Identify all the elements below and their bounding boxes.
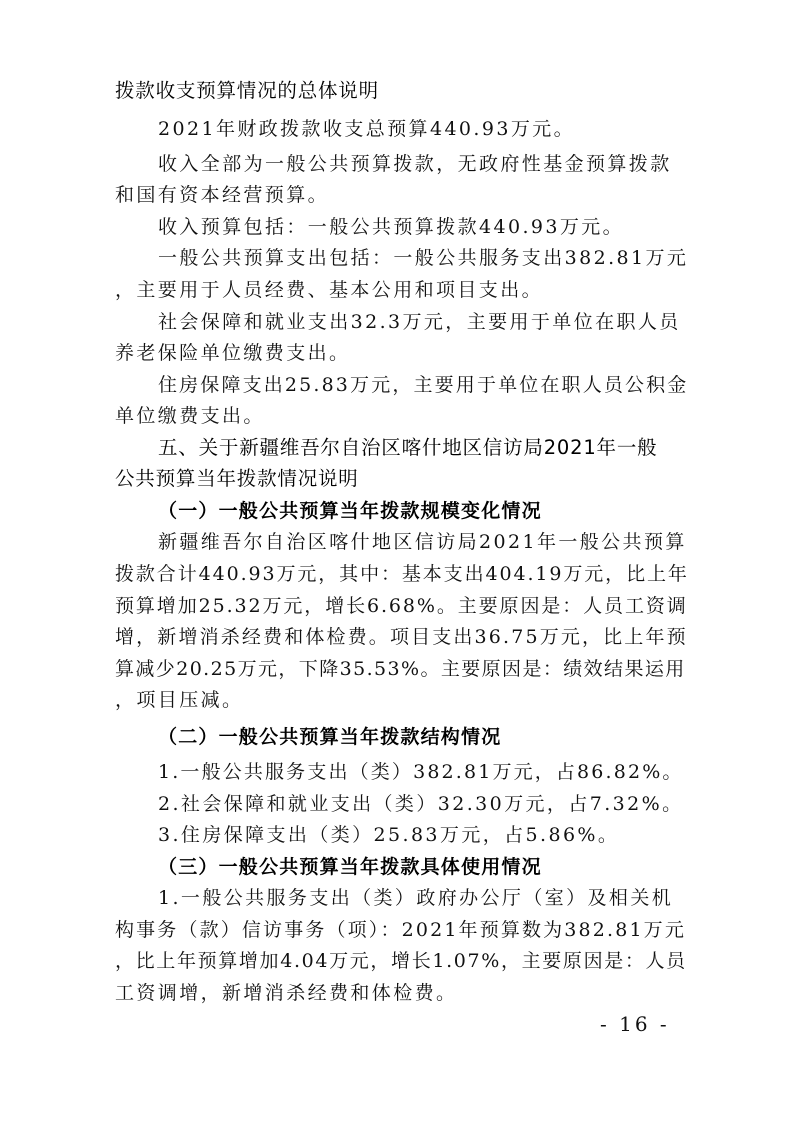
subsection-heading: （三）一般公共预算当年拨款具体使用情况: [158, 856, 542, 878]
paragraph-line: 新疆维吾尔自治区喀什地区信访局2021年一般公共预算: [158, 531, 687, 553]
paragraph-line: ，比上年预算增加4.04万元，增长1.07%，主要原因是：人员: [115, 950, 687, 972]
subsection-heading: （一）一般公共预算当年拨款规模变化情况: [158, 500, 542, 522]
paragraph-line: 养老保险单位缴费支出。: [115, 342, 351, 364]
list-item: 1.一般公共服务支出（类）382.81万元，占86.82%。: [158, 761, 684, 783]
paragraph-line: 算减少20.25万元，下降35.53%。主要原因是：绩效结果运用: [115, 658, 686, 680]
paragraph-line: 和国有资本经营预算。: [115, 184, 330, 206]
paragraph-line: 收入预算包括：一般公共预算拨款440.93万元。: [158, 216, 625, 238]
paragraph-line: 拨款合计440.93万元，其中：基本支出404.19万元，比上年: [115, 563, 689, 585]
paragraph-line: ，项目压减。: [115, 689, 244, 711]
section-heading-continuation: 拨款收支预算情况的总体说明: [115, 79, 379, 102]
section-heading: 五、关于新疆维吾尔自治区喀什地区信访局2021年一般: [158, 436, 658, 459]
paragraph-line: 增，新增消杀经费和体检费。项目支出36.75万元，比上年预: [115, 626, 688, 648]
list-item: 3.住房保障支出（类）25.83万元，占5.86%。: [158, 824, 620, 846]
list-item: 2.社会保障和就业支出（类）32.30万元，占7.32%。: [158, 793, 684, 815]
paragraph-line: 2021年财政拨款收支总预算440.93万元。: [158, 118, 576, 140]
subsection-heading: （二）一般公共预算当年拨款结构情况: [158, 726, 502, 748]
paragraph-line: 住房保障支出25.83万元，主要用于单位在职人员公积金: [158, 374, 689, 396]
paragraph-line: 收入全部为一般公共预算拨款，无政府性基金预算拨款: [158, 153, 672, 175]
paragraph-line: 社会保障和就业支出32.3万元，主要用于单位在职人员: [158, 311, 681, 333]
section-heading: 公共预算当年拨款情况说明: [115, 467, 359, 490]
paragraph-line: 构事务（款）信访事务（项）：2021年预算数为382.81万元: [115, 919, 686, 941]
paragraph-line: ，主要用于人员经费、基本公用和项目支出。: [115, 279, 544, 301]
paragraph-line: 工资调增，新增消杀经费和体检费。: [115, 982, 458, 1004]
paragraph-line: 1.一般公共服务支出（类）政府办公厅（室）及相关机: [158, 887, 674, 909]
paragraph-line: 预算增加25.32万元，增长6.68%。主要原因是：人员工资调: [115, 595, 688, 617]
paragraph-line: 单位缴费支出。: [115, 405, 265, 427]
page-number: - 16 -: [600, 1012, 670, 1036]
paragraph-line: 一般公共预算支出包括：一般公共服务支出382.81万元: [158, 247, 689, 269]
